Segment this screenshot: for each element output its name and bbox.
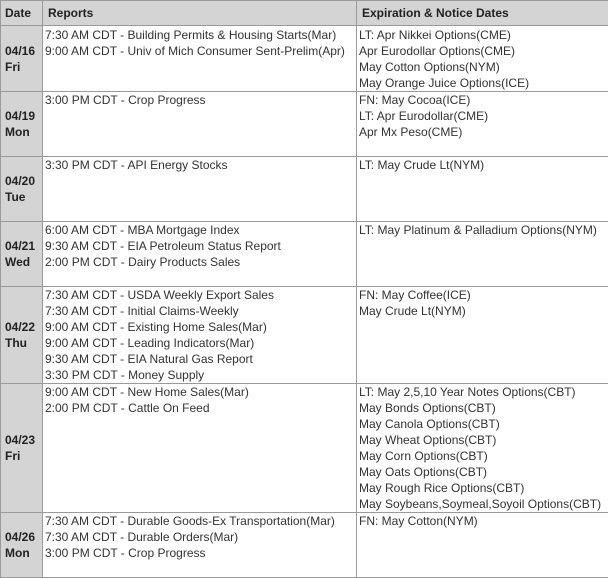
expiration-column-header: Expiration & Notice Dates (357, 1, 608, 26)
reports-cell (43, 384, 357, 513)
weekday-label: Wed (5, 254, 42, 270)
expirations-cell (357, 513, 608, 578)
report-item: 3:00 PM CDT - Crop Progress (45, 545, 356, 561)
table-row (1, 384, 608, 513)
expiration-item: LT: May Platinum & Palladium Options(NYM) (359, 222, 608, 238)
report-item: 7:30 AM CDT - USDA Weekly Export Sales (45, 287, 356, 303)
expiration-item: LT: May 2,5,10 Year Notes Options(CBT) (359, 384, 608, 400)
expiration-item: May Corn Options(CBT) (359, 448, 608, 464)
expiration-item: Apr Mx Peso(CME) (359, 124, 608, 140)
expiration-item: LT: Apr Eurodollar(CME) (359, 108, 608, 124)
date-cell (1, 222, 43, 287)
table-row (1, 222, 608, 287)
expiration-item: May Cotton Options(NYM) (359, 59, 608, 75)
date-label: 04/26 (5, 529, 42, 545)
reports-cell (43, 513, 357, 578)
expirations-cell (357, 384, 608, 513)
expiration-item: May Orange Juice Options(ICE) (359, 75, 608, 91)
expiration-item: May Canola Options(CBT) (359, 416, 608, 432)
expiration-item: Apr Eurodollar Options(CME) (359, 43, 608, 59)
report-item: 2:00 PM CDT - Dairy Products Sales (45, 254, 356, 270)
date-label: 04/22 (5, 319, 42, 335)
expiration-item: FN: May Cocoa(ICE) (359, 92, 608, 108)
date-label: 04/21 (5, 238, 42, 254)
reports-cell (43, 157, 357, 222)
weekday-label: Tue (5, 189, 42, 205)
report-item: 3:30 PM CDT - API Energy Stocks (45, 157, 356, 173)
report-item: 9:00 AM CDT - Leading Indicators(Mar) (45, 335, 356, 351)
reports-column-header: Reports (43, 1, 357, 26)
expiration-item: May Crude Lt(NYM) (359, 303, 608, 319)
report-item: 7:30 AM CDT - Building Permits & Housing Starts(Mar) (45, 27, 356, 43)
reports-cell (43, 222, 357, 287)
date-cell (1, 26, 43, 92)
report-item: 3:00 PM CDT - Crop Progress (45, 92, 356, 108)
expirations-cell (357, 157, 608, 222)
date-cell (1, 157, 43, 222)
report-item: 7:30 AM CDT - Durable Orders(Mar) (45, 529, 356, 545)
expiration-item: May Soybeans,Soymeal,Soyoil Options(CBT) (359, 496, 608, 512)
expiration-item: FN: May Coffee(ICE) (359, 287, 608, 303)
expirations-cell (357, 92, 608, 157)
report-item: 9:00 AM CDT - New Home Sales(Mar) (45, 384, 356, 400)
expirations-cell (357, 26, 608, 92)
reports-cell (43, 26, 357, 92)
date-label: 04/20 (5, 173, 42, 189)
header-row (1, 1, 608, 26)
report-item: 9:30 AM CDT - EIA Natural Gas Report (45, 351, 356, 367)
weekday-label: Mon (5, 124, 42, 140)
date-label: 04/16 (5, 43, 42, 59)
weekday-label: Fri (5, 59, 42, 75)
table-row (1, 26, 608, 92)
expiration-item: May Rough Rice Options(CBT) (359, 480, 608, 496)
expiration-item: LT: May Crude Lt(NYM) (359, 157, 608, 173)
report-item: 6:00 AM CDT - MBA Mortgage Index (45, 222, 356, 238)
table-row (1, 287, 608, 384)
report-item: 3:30 PM CDT - Money Supply (45, 367, 356, 383)
report-item: 7:30 AM CDT - Durable Goods-Ex Transportation(Mar) (45, 513, 356, 529)
table-row (1, 513, 608, 578)
report-item: 9:30 AM CDT - EIA Petroleum Status Report (45, 238, 356, 254)
date-cell (1, 513, 43, 578)
expiration-item: FN: May Cotton(NYM) (359, 513, 608, 529)
weekday-label: Fri (5, 448, 42, 464)
report-item: 9:00 AM CDT - Existing Home Sales(Mar) (45, 319, 356, 335)
date-cell (1, 287, 43, 384)
report-item: 9:00 AM CDT - Univ of Mich Consumer Sent-Prelim(Apr) (45, 43, 356, 59)
expiration-item: LT: Apr Nikkei Options(CME) (359, 27, 608, 43)
reports-cell (43, 92, 357, 157)
date-cell (1, 384, 43, 513)
table-row (1, 157, 608, 222)
table-row (1, 92, 608, 157)
expiration-item: May Oats Options(CBT) (359, 464, 608, 480)
weekday-label: Mon (5, 545, 42, 561)
expirations-cell (357, 287, 608, 384)
date-label: 04/23 (5, 432, 42, 448)
report-item: 7:30 AM CDT - Initial Claims-Weekly (45, 303, 356, 319)
expiration-item: May Bonds Options(CBT) (359, 400, 608, 416)
reports-cell (43, 287, 357, 384)
date-cell (1, 92, 43, 157)
date-label: 04/19 (5, 108, 42, 124)
report-item: 2:00 PM CDT - Cattle On Feed (45, 400, 356, 416)
weekday-label: Thu (5, 335, 42, 351)
expirations-cell (357, 222, 608, 287)
expiration-item: May Wheat Options(CBT) (359, 432, 608, 448)
date-column-header: Date (1, 1, 43, 26)
